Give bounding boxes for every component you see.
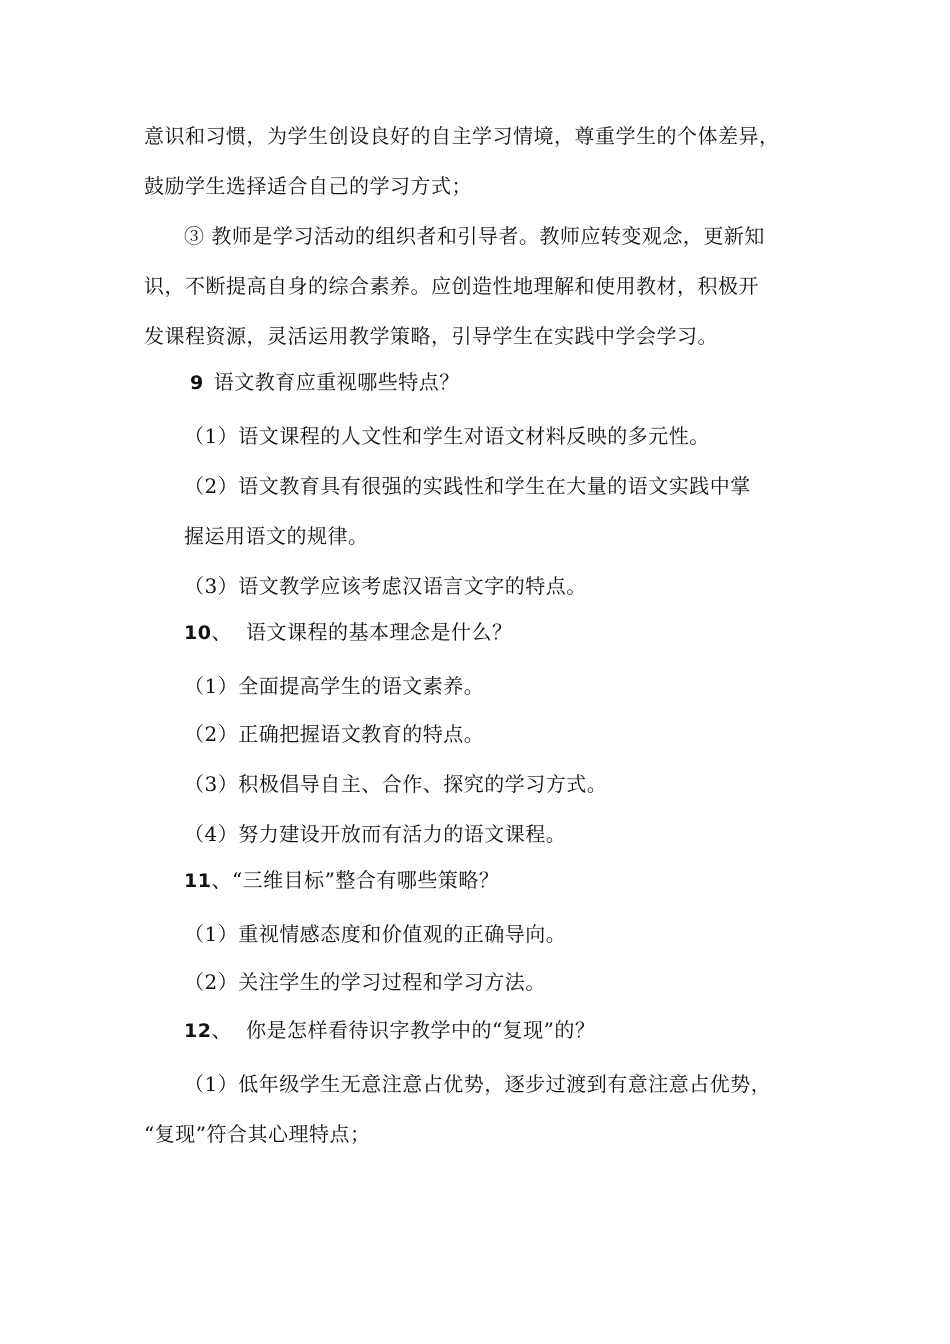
answer-item: （2）正确把握语文教育的特点。 (184, 722, 485, 746)
question-number: 11 (184, 870, 212, 892)
answer-item: （3）语文教学应该考虑汉语言文字的特点。 (184, 574, 587, 598)
answer-item: （1）全面提高学生的语文素养。 (184, 674, 485, 698)
question-number: 12 (184, 1020, 212, 1042)
text-line: 识，不断提高自身的综合素养。应创造性地理解和使用教材，积极开 (144, 274, 759, 298)
text-line: 发课程资源，灵活运用教学策略，引导学生在实践中学会学习。 (144, 324, 718, 348)
answer-item: “复现”符合其心理特点； (144, 1122, 371, 1146)
question-title: 语文教育应重视哪些特点？ (213, 370, 460, 394)
answer-item: 握运用语文的规律。 (184, 524, 369, 548)
question-number: 10 (184, 622, 212, 644)
question-number: 9 (190, 372, 204, 394)
question-separator: 、 (211, 1018, 232, 1042)
question-title: 、“三维目标”整合有哪些策略？ (211, 868, 500, 892)
answer-item: （2）语文教育具有很强的实践性和学生在大量的语文实践中掌 (184, 474, 751, 498)
question-heading-9 (190, 370, 460, 395)
question-title: 语文课程的基本理念是什么？ (245, 620, 513, 644)
answer-item: （4）努力建设开放而有活力的语文课程。 (184, 822, 567, 846)
answer-item: （3）积极倡导自主、合作、探究的学习方式。 (184, 772, 608, 796)
question-heading-12 (184, 1018, 595, 1043)
answer-item: （1）重视情感态度和价值观的正确导向。 (184, 922, 567, 946)
question-separator: 、 (211, 620, 232, 644)
answer-item: （1）语文课程的人文性和学生对语文材料反映的多元性。 (184, 424, 710, 448)
question-heading-10 (184, 620, 512, 645)
text-line: ③ 教师是学习活动的组织者和引导者。教师应转变观念，更新知 (184, 224, 765, 248)
answer-item: （2）关注学生的学习过程和学习方法。 (184, 970, 546, 994)
question-title: 你是怎样看待识字教学中的“复现”的？ (245, 1018, 596, 1042)
text-line: 鼓励学生选择适合自己的学习方式； (144, 174, 472, 198)
answer-item: （1）低年级学生无意注意占优势，逐步过渡到有意注意占优势， (184, 1072, 772, 1096)
question-heading-11 (184, 868, 499, 893)
text-line: 意识和习惯，为学生创设良好的自主学习情境，尊重学生的个体差异， (144, 124, 780, 148)
